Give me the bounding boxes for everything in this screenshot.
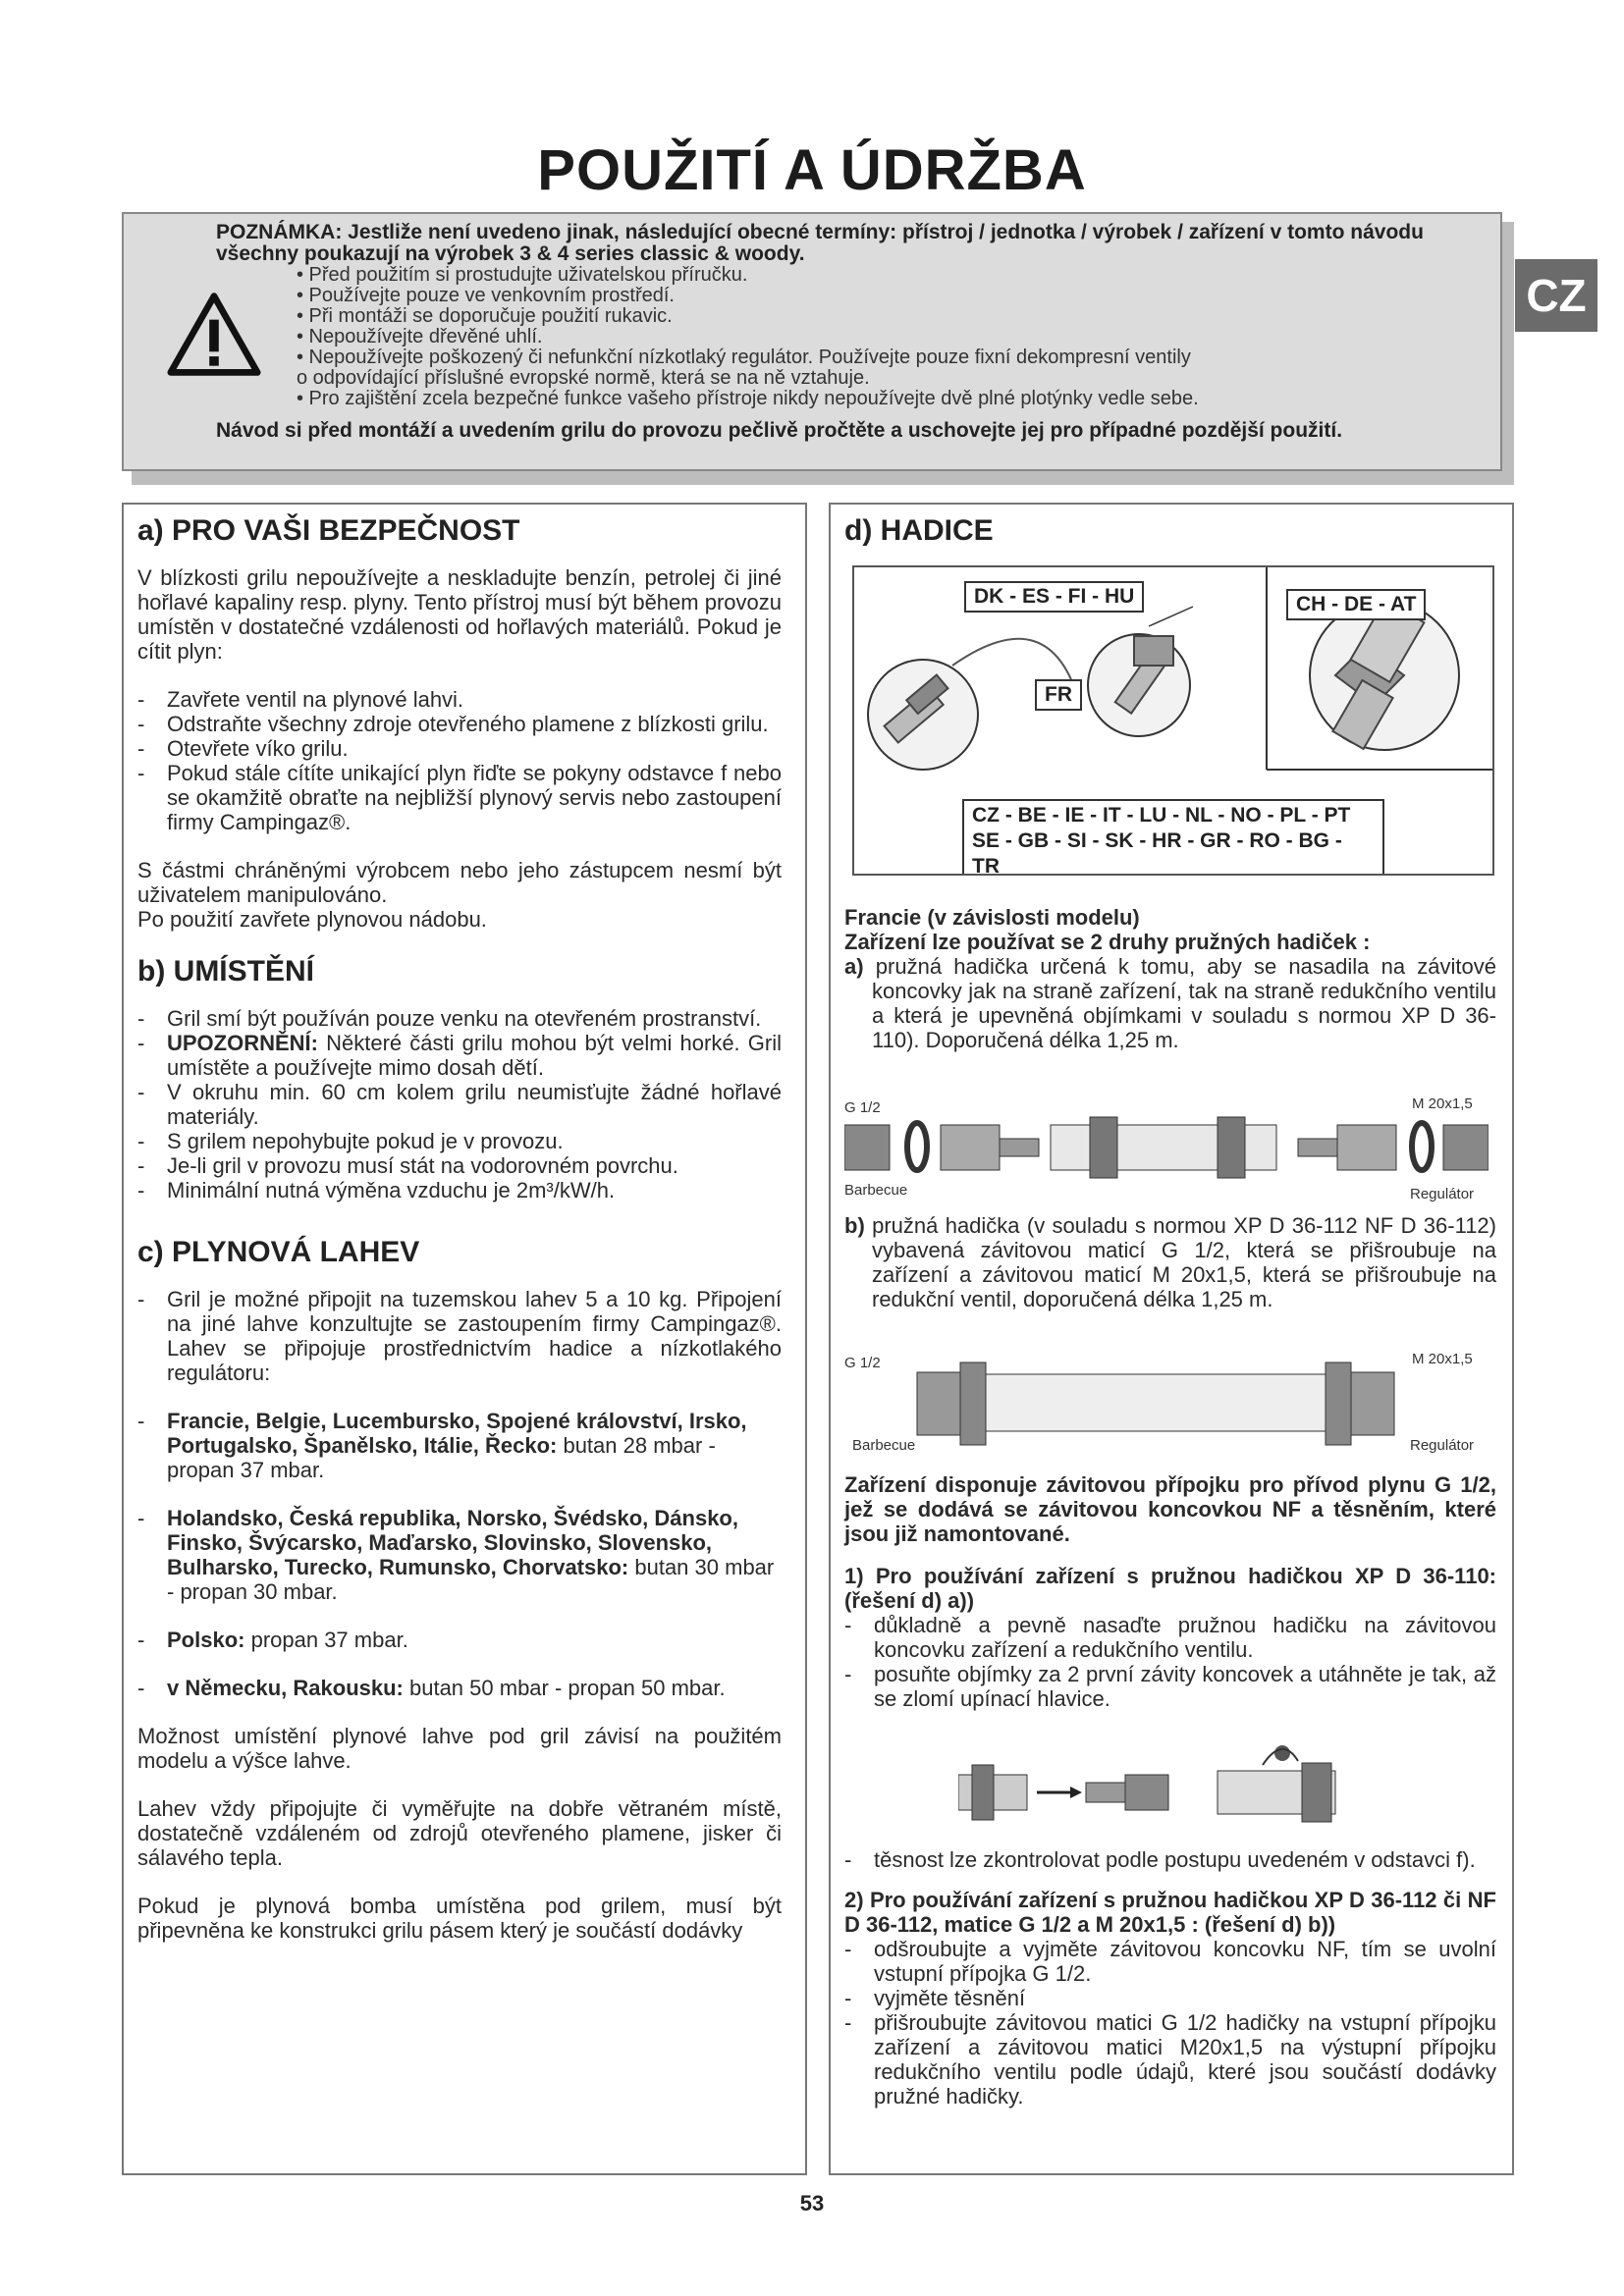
option-label: a) (844, 954, 864, 979)
note-item: • Nepoužívejte dřevěné uhlí. (297, 326, 543, 347)
hose-clamp-image (844, 1095, 1489, 1203)
hose-option-b (844, 1213, 1496, 1311)
image-label: G 1/2 (844, 1355, 881, 1371)
instruction-heading-1: 1) Pro používání zařízení s pružnou hadičkou XP D 36-110: (řešení d) a)) (844, 1564, 1496, 1613)
image-label: M 20x1,5 (1412, 1095, 1473, 1112)
image-label: G 1/2 (844, 1099, 881, 1116)
section-c-para: Možnost umístění plynové lahve pod gril závisí na použitém modelu a výšce lahve. (137, 1724, 782, 1773)
section-a-title: a) PRO VAŠI BEZPEČNOST (137, 514, 520, 547)
language-badge: CZ (1515, 259, 1597, 332)
pressure-values: butan 50 mbar - propan 50 mbar. (403, 1676, 726, 1700)
region-label-dk-es-fi-hu: DK - ES - FI - HU (964, 581, 1144, 613)
list-item: - Minimální nutná výměna vzduchu je 2m³/kW/h. (137, 1178, 782, 1202)
warning-label: UPOZORNĚNÍ: (167, 1031, 318, 1055)
option-label: b) (844, 1213, 865, 1238)
list-item: - Otevřete víko grilu. (137, 736, 782, 761)
instruction-heading-2: 2) Pro používání zařízení s pružnou hadičkou XP D 36-112 či NF D 36-112, matice G 1/2 a M 20x1,5 : (řešení d) b)) (844, 1888, 1496, 1937)
hose-region-diagram (852, 565, 1494, 876)
left-column (122, 503, 807, 2175)
list-item: - Gril smí být používán pouze venku na otevřeném prostranství. (137, 1006, 782, 1031)
list-item: - posuňte objímky za 2 první závity koncovek a utáhněte je tak, až se zlomí upínací hlavice. (844, 1662, 1496, 1711)
right-column (829, 503, 1514, 2175)
hose-option-a (844, 954, 1496, 1052)
list-item: - těsnost lze zkontrolovat podle postupu uvedeném v odstavci f). (844, 1847, 1496, 1872)
note-item: • Při montáži se doporučuje použití rukavic. (297, 305, 673, 327)
note-item: • Používejte pouze ve venkovním prostředí. (297, 285, 675, 306)
image-label: Regulátor (1410, 1437, 1475, 1454)
hose-clamp-illustration (844, 1095, 1489, 1203)
section-d-title: d) HADICE (844, 514, 994, 547)
country-list: Polsko: (167, 1628, 245, 1652)
list-item: - vyjměte těsnění (844, 1986, 1496, 2010)
country-list: v Německu, Rakousku: (167, 1676, 404, 1700)
pressure-values: butan 30 mbar - propan 30 mbar. (167, 1555, 775, 1604)
list-item: - Pokud stále cítíte unikající plyn řiďte se pokyny odstavce f nebo se okamžitě obraťte na nejbližší plynový servis nebo zastoupení firmy Campingaz®. (137, 761, 782, 834)
list-item: - Gril je možné připojit na tuzemskou lahev 5 a 10 kg. Připojení na jiné lahve konzultujte se zastoupením firmy Campingaz®. Lahev se připojuje prostřednictvím hadice a nízkotlakého regulátoru: (137, 1287, 782, 1385)
note-item: • Před použitím si prostudujte uživatelskou příručku. (297, 264, 748, 286)
option-text: pružná hadička určená k tomu, aby se nasadila na závitové koncovky jak na straně zařízení, tak na straně redukčního ventilu a která je upevněná objímkami v souladu s normou XP D 36-110). Doporučená délka 1,25 m. (872, 954, 1496, 1052)
warning-triangle-icon (167, 291, 261, 379)
warning-text: Některé části grilu mohou být velmi horké. Gril umístěte a používejte mimo dosah dětí. (167, 1031, 782, 1080)
page-number: 53 (799, 2191, 825, 2216)
hose-nut-illustration (844, 1351, 1489, 1459)
section-c-para: Pokud je plynová bomba umístěna pod grilem, musí být připevněna ke konstrukci grilu pásem který je součástí dodávky (137, 1894, 782, 1943)
hose-intro-bold: Zařízení lze používat se 2 druhy pružných hadiček : (844, 930, 1371, 954)
region-line: SE - GB - SI - SK - HR - GR - RO - BG - TR (972, 829, 1342, 876)
page-title: POUŽITÍ A ÚDRŽBA (537, 138, 1087, 202)
image-label: M 20x1,5 (1412, 1351, 1473, 1367)
note-item: o odpovídající příslušné evropské normě, která se na ně vztahuje. (297, 367, 870, 389)
section-a-para: Po použití zavřete plynovou nádobu. (137, 907, 487, 932)
country-group (137, 1506, 782, 1604)
hose-nut-image (844, 1351, 1489, 1459)
list-item (137, 1031, 782, 1080)
image-label: Regulátor (1410, 1186, 1475, 1202)
image-label: Barbecue (844, 1182, 908, 1199)
note-tail: Návod si před montáží a uvedením grilu do provozu pečlivě pročtěte a uschovejte jej pro případné pozdější použití. (216, 419, 1343, 442)
list-item: - Zavřete ventil na plynové lahvi. (137, 687, 782, 712)
list-item: - Je-li gril v provozu musí stát na vodorovném povrchu. (137, 1153, 782, 1178)
pressure-values: butan 28 mbar - propan 37 mbar. (167, 1433, 716, 1482)
clamp-tightening-illustration (958, 1735, 1380, 1834)
note-box (122, 212, 1502, 471)
country-group (137, 1409, 782, 1482)
region-label-ch-de-at: CH - DE - AT (1286, 589, 1426, 620)
note-item: • Nepoužívejte poškozený či nefunkční nízkotlaký regulátor. Používejte pouze fixní dekompresní ventily (297, 347, 1191, 368)
option-text: pružná hadička (v souladu s normou XP D 36-112 NF D 36-112) vybavená závitovou maticí G 1/2, která se přišroubuje na zařízení a závitovou maticí M 20x1,5, která se přišroubuje na redukční ventil, doporučená délka 1,25 m. (872, 1213, 1496, 1311)
note-lead: POZNÁMKA: Jestliže není uvedeno jinak, následující obecné termíny: přístroj / jednotka / výrobek / zařízení v tomto návodu všechny poukazují na výrobek 3 & 4 series classic & woody. (216, 221, 1424, 265)
list-item: - důkladně a pevně nasaďte pružnou hadičku na závitovou koncovku zařízení a redukčního ventilu. (844, 1613, 1496, 1662)
connection-info: Zařízení disponuje závitovou přípojku pro přívod plynu G 1/2, jež se dodává se závitovou koncovkou NF a těsněním, které jsou již namontované. (844, 1472, 1496, 1546)
list-item: - Odstraňte všechny zdroje otevřeného plamene z blízkosti grilu. (137, 712, 782, 736)
note-list (297, 265, 1475, 409)
pressure-values: propan 37 mbar. (244, 1628, 408, 1652)
region-label-eu (962, 799, 1384, 876)
list-item: - V okruhu min. 60 cm kolem grilu neumisťujte žádné hořlavé materiály. (137, 1080, 782, 1129)
section-b-title: b) UMÍSTĚNÍ (137, 955, 314, 988)
note-item: • Pro zajištění zcela bezpečné funkce vašeho přístroje nikdy nepoužívejte dvě plné plotýnky vedle sebe. (297, 388, 1199, 409)
country-list: Francie, Belgie, Lucembursko, Spojené království, Irsko, Portugalsko, Španělsko, Itálie, Řecko: (167, 1409, 747, 1458)
clamp-tightening-image (958, 1735, 1380, 1834)
list-item: - S grilem nepohybujte pokud je v provozu. (137, 1129, 782, 1153)
section-a-para: S částmi chráněnými výrobcem nebo jeho zástupcem nesmí být uživatelem manipulováno. (137, 858, 782, 907)
section-c-title: c) PLYNOVÁ LAHEV (137, 1236, 420, 1268)
region-line: CZ - BE - IE - IT - LU - NL - NO - PL - PT (972, 804, 1351, 827)
country-group (137, 1676, 782, 1700)
list-item: - přišroubujte závitovou matici G 1/2 hadičky na vstupní přípojku zařízení a závitovou matici M20x1,5 na výstupní přípojku redukčního ventilu podle údajů, které jsou součástí dodávky pružné hadičky. (844, 2010, 1496, 2109)
country-group (137, 1628, 782, 1652)
section-a-intro: V blízkosti grilu nepoužívejte a neskladujte benzín, petrolej či jiné hořlavé kapaliny resp. plyny. Tento přístroj musí být během provozu umístěn v dostatečné vzdálenosti od hořlavých materiálů. Pokud je cítit plyn: (137, 565, 782, 664)
country-list: Holandsko, Česká republika, Norsko, Švédsko, Dánsko, Finsko, Švýcarsko, Maďarsko, Slovinsko, Slovensko, Bulharsko, Turecko, Rumunsko, Chorvatsko: (167, 1506, 738, 1579)
region-label-fr: FR (1035, 679, 1082, 711)
section-c-para: Lahev vždy připojujte či vyměřujte na dobře větraném místě, dostatečně vzdáleném od zdrojů otevřeného plamene, jisker či sálavého tepla. (137, 1796, 782, 1870)
image-label: Barbecue (852, 1437, 916, 1454)
list-item: - odšroubujte a vyjměte závitovou koncovku NF, tím se uvolní vstupní přípojka G 1/2. (844, 1937, 1496, 1986)
hose-intro-bold: Francie (v závislosti modelu) (844, 905, 1140, 930)
